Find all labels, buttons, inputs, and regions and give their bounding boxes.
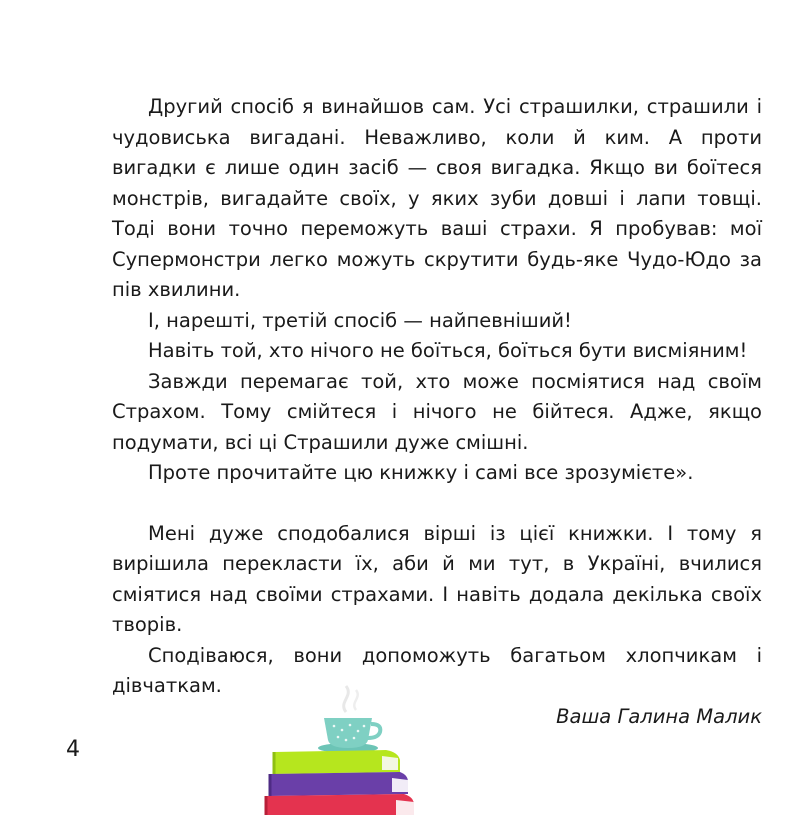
text-block [112,92,762,732]
paragraph-gap [112,489,762,519]
book-top-icon [274,750,400,774]
page-number: 4 [66,737,80,762]
author-signature: Ваша Галина Малик [556,704,762,728]
book-middle-icon [270,772,408,796]
paragraph-translation: Мені дуже сподобалися вірші із цієї книжки. І тому я вирішила перекласти їх, аби й ми тут, в Україні, вчилися сміятися над своїми страхами. І навіть додала декілька своїх творів. [112,521,762,636]
steam-icon [354,690,357,710]
paragraph-laugh: Завжди перемагає той, хто може посміятися над своїм Страхом. Тому смійтеся і нічого не бійтеся. Адже, якщо подумати, всі ці Страшили дуже смішні. [112,369,762,454]
steam-icon [344,686,349,712]
paragraph-second-method: Другий спосіб я винайшов сам. Усі страшилки, страшили і чудовиська вигадані. Неважливо, коли й ким. А проти вигадки є лише один засіб — своя вигадка. Якщо ви боїтеся монстрів, вигадайте своїх, у яких зуби довші і лапи товщі. Тоді вони точно переможуть ваші страхи. Я пробував: мої Супермонстри легко можуть скрутити будь-яке Чудо-Юдо за пів хвилини. [112,95,762,301]
paragraph-third-method: І, нарешті, третій спосіб — найпевніший! [148,308,572,332]
paragraph-hope: Сподіваюся, вони допоможуть багатьом хлопчикам і дівчаткам. [112,643,762,697]
book-bottom-icon [266,794,414,815]
paragraph-ridicule: Навіть той, хто нічого не боїться, боїться бути висміяним! [148,339,748,362]
teacup-icon [324,718,372,748]
paragraph-read-book: Проте прочитайте цю книжку і самі все зрозумієте». [148,461,694,484]
books-and-teacup-illustration [258,672,418,815]
